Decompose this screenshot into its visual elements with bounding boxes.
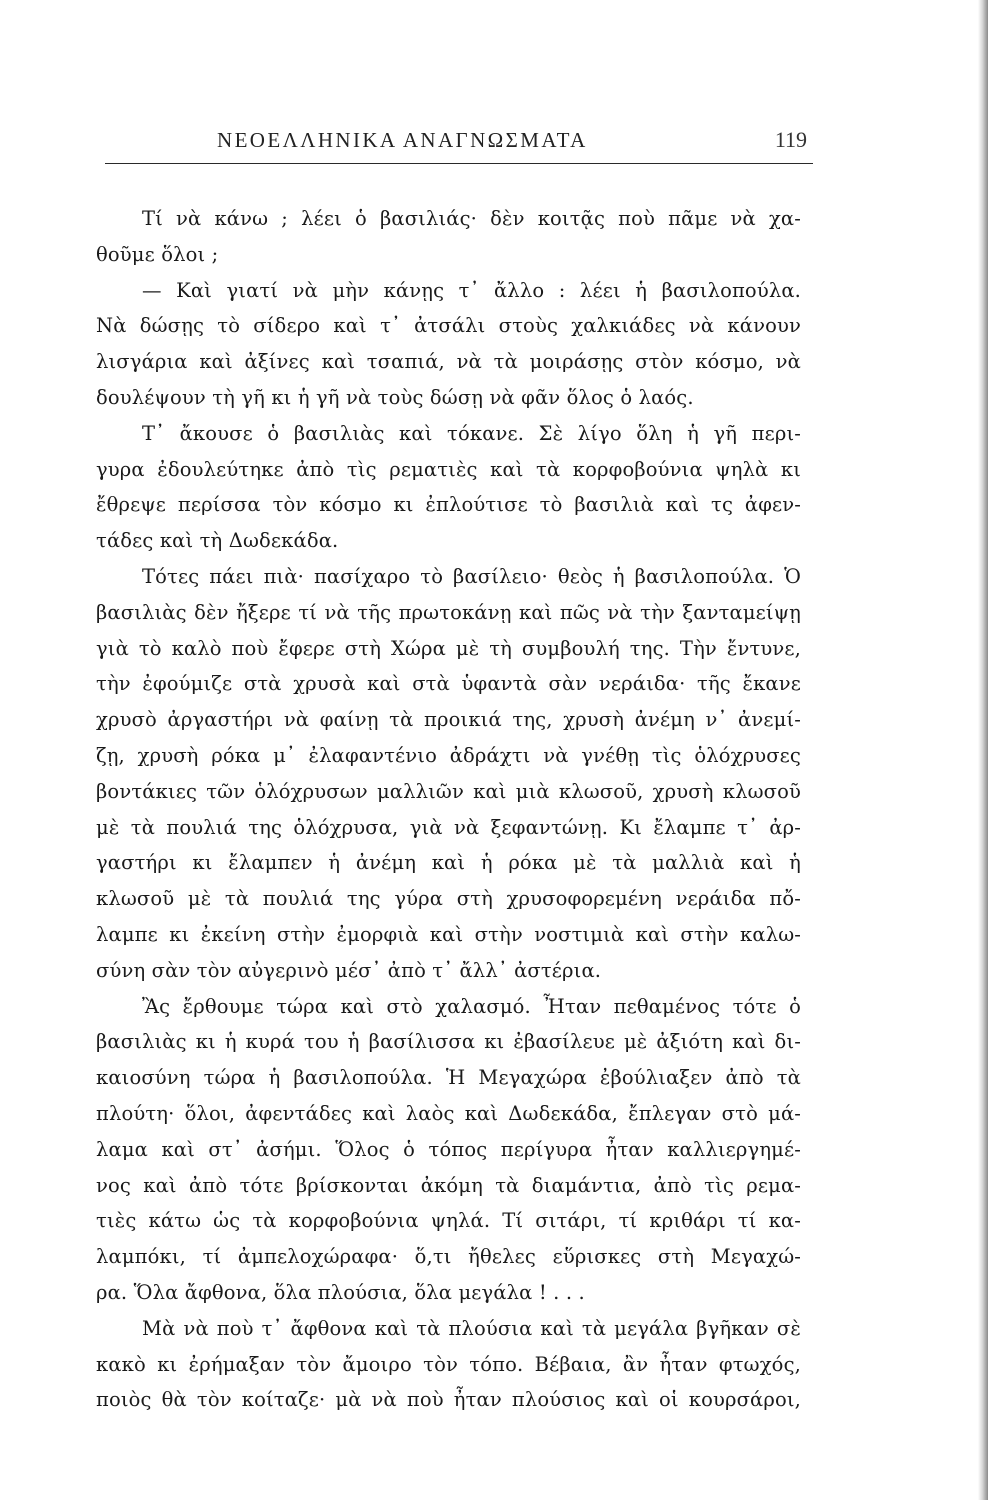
body-text [96,201,801,1418]
text-line: χρυσὸ ἀργαστήρι νὰ φαίνῃ τὰ προικιά της, χρυσὴ ἀνέμη ν᾿ ἀνεμί- [96,708,801,732]
text-line: κακὸ κι ἐρήμαξαν τὸν ἄμοιρο τὸν τόπο. Βέβαια, ἂν ἦταν φτωχός, [96,1352,801,1376]
text-line: — Καὶ γιατί νὰ μὴν κάνῃς τ᾿ ἄλλο : λέει ἡ βασιλοπούλα. [142,278,801,302]
text-line: Τότες πάει πιὰ· πασίχαρο τὸ βασίλειο· θεὸς ἡ βασιλοπούλα. Ὁ [142,564,801,588]
text-line: βασιλιὰς δὲν ἤξερε τί νὰ τῆς πρωτοκάνῃ καὶ πῶς νὰ τὴν ξανταμείψῃ [96,600,801,624]
text-line: θοῦμε ὅλοι ; [96,242,219,266]
text-line: σύνη σὰν τὸν αὐγερινὸ μέσ᾿ ἀπὸ τ᾿ ἄλλ᾿ ἀστέρια. [96,958,602,982]
running-head [217,128,807,158]
text-line: βοντάκιες τῶν ὁλόχρυσων μαλλιῶν καὶ μιὰ κλωσοῦ, χρυσὴ κλωσοῦ [96,779,801,803]
paragraph [96,273,801,416]
header-rule [105,163,813,164]
text-line: νος καὶ ἀπὸ τότε βρίσκονται ἀκόμη τὰ διαμάντια, ἀπὸ τὶς ρεμα- [96,1173,801,1197]
text-line: Τ᾿ ἄκουσε ὁ βασιλιὰς καὶ τόκανε. Σὲ λίγο ὅλη ἡ γῆ περι- [142,421,801,445]
text-line: Νὰ δώσῃς τὸ σίδερο καὶ τ᾿ ἀτσάλι στοὺς χαλκιάδες νὰ κάνουν [96,314,801,338]
running-title: ΝΕΟΕΛΛΗΝΙΚΑ ΑΝΑΓΝΩΣΜΑΤΑ [217,128,588,152]
text-line: λαμπόκι, τί ἀμπελοχώραφα· ὅ,τι ἤθελες εὕρισκες στὴ Μεγαχώ- [96,1245,801,1269]
paragraph [96,201,801,273]
paragraph [96,989,801,1311]
text-line: καιοσύνη τώρα ἡ βασιλοπούλα. Ἡ Μεγαχώρα ἐβούλιαξεν ἀπὸ τὰ [96,1066,801,1090]
text-line: ρα. Ὅλα ἄφθονα, ὅλα πλούσια, ὅλα μεγάλα ! . . . [96,1280,585,1304]
page-edge [978,0,988,1500]
text-line: ποιὸς θὰ τὸν κοίταζε· μὰ νὰ ποὺ ἦταν πλούσιος καὶ οἱ κουρσάροι, [96,1388,801,1412]
page-number: 119 [774,127,807,152]
text-line: τάδες καὶ τὴ Δωδεκάδα. [96,529,339,553]
text-line: τὴν ἐφούμιζε στὰ χρυσὰ καὶ στὰ ὑφαντὰ σὰν νεράιδα· τῆς ἔκανε [96,672,801,696]
text-line: γιὰ τὸ καλὸ ποὺ ἔφερε στὴ Χώρα μὲ τὴ συμβουλή της. Τὴν ἔντυνε, [96,636,801,660]
paragraph [96,416,801,559]
text-line: γυρα ἐδουλεύτηκε ἀπὸ τὶς ρεματιὲς καὶ τὰ κορφοβούνια ψηλὰ κι [96,457,801,481]
text-line: κλωσοῦ μὲ τὰ πουλιά της γύρα στὴ χρυσοφορεμένη νεράιδα πὄ- [96,887,801,911]
text-line: δουλέψουν τὴ γῆ κι ἡ γῆ νὰ τοὺς δώσῃ νὰ φᾶν ὅλος ὁ λαός. [96,385,694,409]
text-line: τιὲς κάτω ὡς τὰ κορφοβούνια ψηλά. Τί σιτάρι, τί κριθάρι τί κα- [96,1209,801,1233]
text-line: Ἂς ἔρθουμε τώρα καὶ στὸ χαλασμό. Ἦταν πεθαμένος τότε ὁ [142,994,801,1018]
text-line: λαμπε κι ἐκείνη στὴν ἐμορφιὰ καὶ στὴν νοστιμιὰ καὶ στὴν καλω- [96,922,801,946]
text-line: Μὰ νὰ ποὺ τ᾿ ἄφθονα καὶ τὰ πλούσια καὶ τὰ μεγάλα βγῆκαν σὲ [142,1316,801,1340]
text-line: βασιλιὰς κι ἡ κυρά του ἡ βασίλισσα κι ἐβασίλευε μὲ ἀξιότη καὶ δι- [96,1030,801,1054]
text-line: ἔθρεψε περίσσα τὸν κόσμο κι ἐπλούτισε τὸ βασιλιὰ καὶ τς ἀφεν- [96,493,801,517]
paragraph [96,1311,801,1418]
text-line: πλούτη· ὅλοι, ἀφεντάδες καὶ λαὸς καὶ Δωδεκάδα, ἔπλεγαν στὸ μά- [96,1101,801,1125]
paragraph [96,559,801,989]
text-line: Τί νὰ κάνω ; λέει ὁ βασιλιάς· δὲν κοιτᾷς ποὺ πᾶμε νὰ χα- [142,207,801,230]
text-line: ζῃ, χρυσὴ ρόκα μ᾿ ἐλαφαντένιο ἀδράχτι νὰ γνέθῃ τὶς ὁλόχρυσες [96,743,801,767]
text-line: μὲ τὰ πουλιά της ὁλόχρυσα, γιὰ νὰ ξεφαντώνῃ. Κι ἔλαμπε τ᾿ ἀρ- [96,815,801,839]
text-line: γαστήρι κι ἔλαμπεν ἡ ἀνέμη καὶ ἡ ρόκα μὲ τὰ μαλλιὰ καὶ ἡ [96,851,801,875]
text-line: λισγάρια καὶ ἀξίνες καὶ τσαπιά, νὰ τὰ μοιράσῃς στὸν κόσμο, νὰ [96,350,801,374]
text-line: λαμα καὶ στ᾿ ἀσήμι. Ὅλος ὁ τόπος περίγυρα ἦταν καλλιεργημέ- [96,1137,801,1161]
